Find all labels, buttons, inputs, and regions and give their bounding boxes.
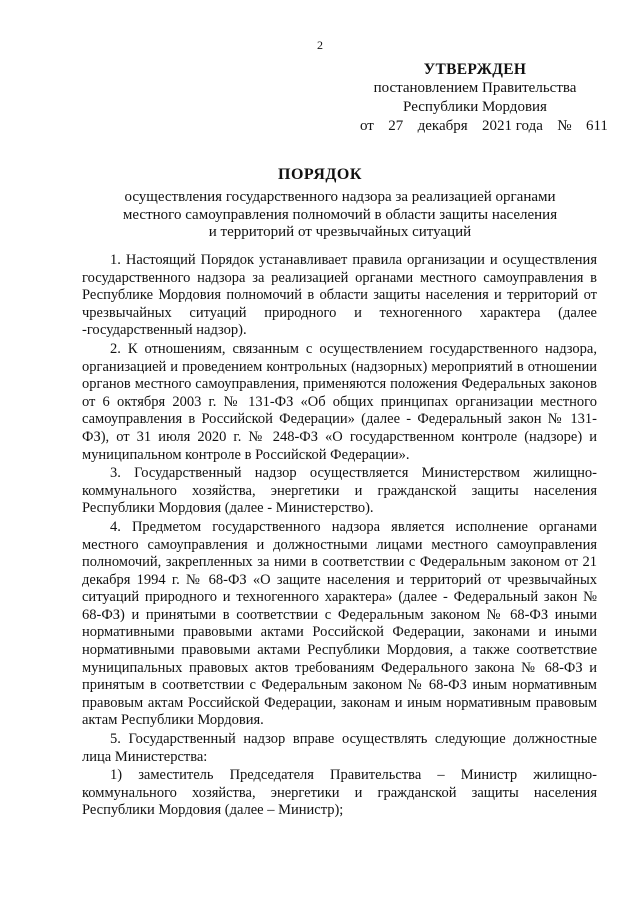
approval-title: УТВЕРЖДЕН xyxy=(423,61,527,78)
date-month: декабря xyxy=(417,118,468,134)
subtitle-line: осуществления государственного надзора за реализацией органами xyxy=(124,189,556,205)
date-year: 2021 года xyxy=(482,118,543,134)
paragraph-5-item-1: 1) заместитель Председателя Правительства – Министр жилищно-коммунального хозяйства, энергетики и гражданской защиты населения Республики Мордовия (далее – Министр); xyxy=(82,767,597,819)
paragraph-2: 2. К отношениям, связанным с осуществлением государственного надзора, организацией и проведением контрольных (надзорных) мероприятий в отношении органов местного самоуправления, применяются положения Федеральных законов от 6 октября 2003 г. № 131-ФЗ «Об общих принципах организации местного самоуправления в Российской Федерации» (далее - Федеральный закон № 131-ФЗ), от 31 июля 2020 г. № 248-ФЗ «О государственном контроле (надзоре) и муниципальном контроле в Российской Федерации». xyxy=(82,340,597,463)
subtitle-line: местного самоуправления полномочий в области защиты населения xyxy=(122,206,558,223)
resolution-number: 611 xyxy=(585,118,608,134)
document-title: ПОРЯДОК xyxy=(278,166,362,183)
paragraph-5: 5. Государственный надзор вправе осуществлять следующие должностные лица Министерства: xyxy=(82,731,597,765)
approval-block xyxy=(340,60,610,136)
subtitle-line: и территорий от чрезвычайных ситуаций xyxy=(208,224,472,240)
document-subtitle xyxy=(80,189,600,242)
paragraph-3: 3. Государственный надзор осуществляется Министерством жилищно-коммунального хозяйства, энергетики и гражданской защиты населения Республики Мордовия (далее - Министерство). xyxy=(82,465,597,517)
date-prefix: от xyxy=(360,118,374,134)
paragraph-1: 1. Настоящий Порядок устанавливает правила организации и осуществления государственного надзора за реализацией органами местного самоуправления в Республике Мордовия полномочий в области защиты населения и территорий от чрезвычайных ситуаций природного и техногенного характера (далее -государственный надзор). xyxy=(82,252,597,339)
approval-date-line xyxy=(340,117,610,136)
approval-line-1: постановлением Правительства xyxy=(373,80,577,96)
approval-line-2: Республики Мордовия xyxy=(403,99,547,115)
document-body xyxy=(82,252,597,820)
paragraph-4: 4. Предметом государственного надзора является исполнение органами местного самоуправления и должностными лицами местного самоуправления полномочий, закрепленных за ними в соответствии с Федеральным законом от 21 декабря 1994 г. № 68-ФЗ «О защите населения и территорий от чрезвычайных ситуаций природного и техногенного характера» (далее - Федеральный закон № 68-ФЗ) и принятыми в соответствии с Федеральным законом № 68-ФЗ иными нормативными правовыми актами Российской Федерации, законами и иными нормативными правовыми актами Республики Мордовия, а также соответствие муниципальных правовых актов требованиям Федерального закона № 68-ФЗ и принятым в соответствии с Федеральным законом № 68-ФЗ иным нормативным правовым актам Российской Федерации, законам и иным нормативным правовым актам Республики Мордовия. xyxy=(82,518,597,729)
date-day: 27 xyxy=(388,118,404,134)
page-number: 2 xyxy=(317,38,323,52)
number-label: № xyxy=(557,118,572,134)
